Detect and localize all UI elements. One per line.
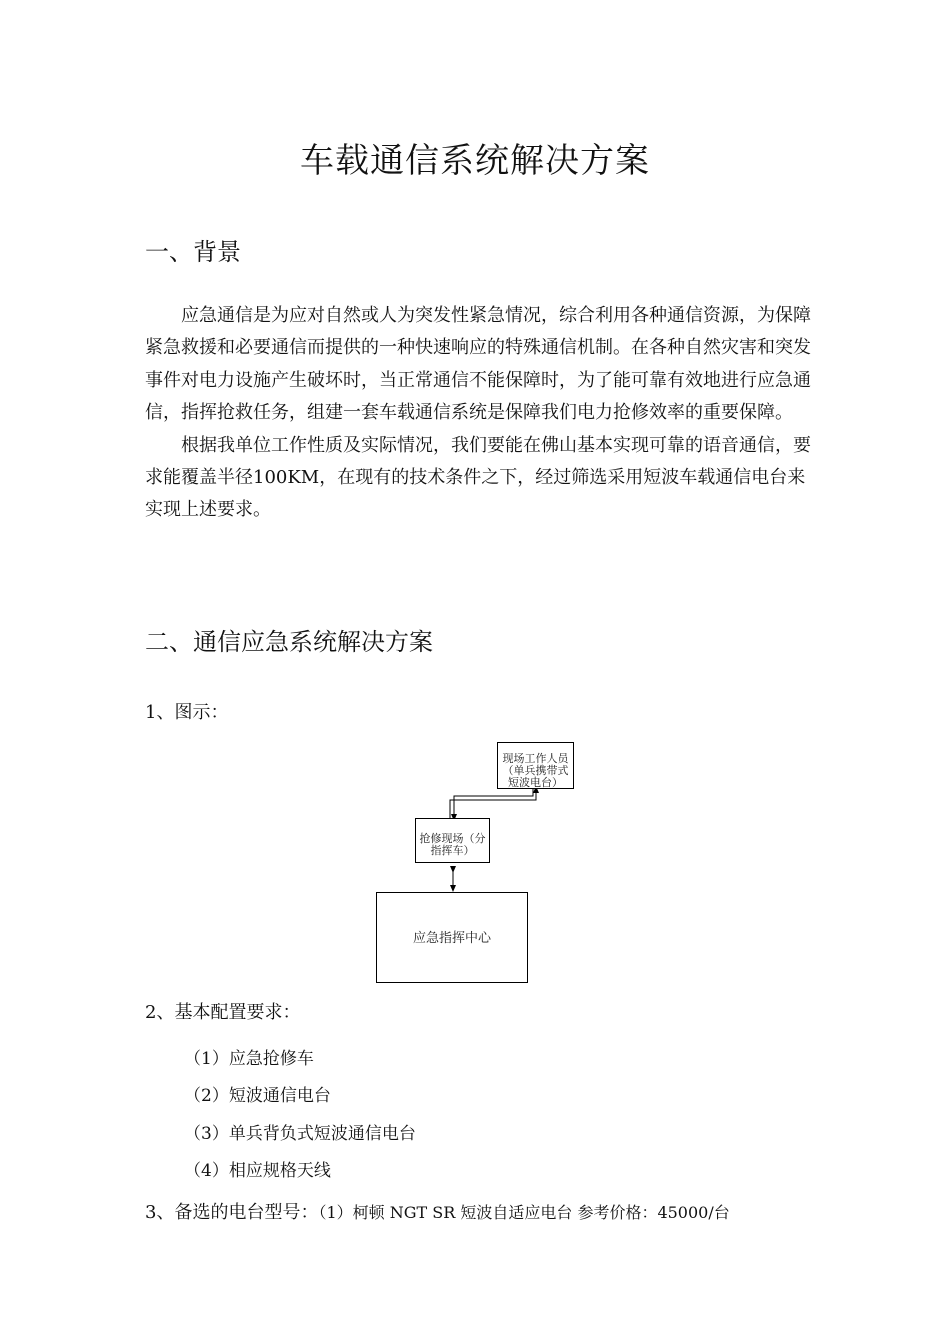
config-item-3: （3）单兵背负式短波通信电台 [184, 1124, 416, 1144]
background-paragraphs [145, 300, 813, 527]
field-staff-line-2: （单兵携带式 [502, 764, 569, 777]
diagram-box-repair-site [415, 818, 490, 863]
config-item-2: （2）短波通信电台 [184, 1086, 331, 1106]
config-item-1: （1）应急抢修车 [184, 1049, 314, 1069]
repair-site-line-2: 指挥车） [430, 844, 475, 857]
config-item-4: （4）相应规格天线 [184, 1161, 331, 1181]
command-center-label: 应急指挥中心 [412, 931, 491, 946]
item-diagram-label: 1、图示： [145, 702, 229, 723]
diagram-box-field-staff [497, 742, 574, 789]
diagram-box-command-center [376, 892, 528, 983]
item-radio-models [145, 1198, 730, 1224]
item-config-label: 2、基本配置要求： [145, 1002, 301, 1023]
section-heading-background: 一、背景 [145, 238, 241, 266]
background-paragraph-1: 应急通信是为应对自然或人为突发性紧急情况，综合利用各种通信资源，为保障紧急救援和必要通信而提供的一种快速响应的特殊通信机制。在各种自然灾害和突发事件对电力设施产生破坏时，当正常通信不能保障时，为了能可靠有效地进行应急通信，指挥抢救任务，组建一套车载通信系统是保障我们电力抢修效率的重要保障。 [145, 305, 811, 424]
connector-field-repair [450, 789, 536, 818]
repair-site-line-1: 抢修现场（分 [419, 832, 486, 845]
radio-model-1: （1）柯顿 NGT SR 短波自适应电台 参考价格：45000/台 [318, 1203, 730, 1222]
section-heading-solution: 二、通信应急系统解决方案 [145, 628, 433, 656]
field-staff-line-1: 现场工作人员 [502, 752, 569, 765]
page-title: 车载通信系统解决方案 [300, 141, 650, 181]
connector-field-repair-back [454, 789, 533, 818]
background-paragraph-2: 根据我单位工作性质及实际情况，我们要能在佛山基本实现可靠的语音通信，要求能覆盖半径100KM，在现有的技术条件之下，经过筛选采用短波车载通信电台来实现上述要求。 [145, 434, 811, 521]
radio-models-label: 3、备选的电台型号： [145, 1202, 319, 1223]
field-staff-line-3: 短波电台） [508, 776, 563, 789]
